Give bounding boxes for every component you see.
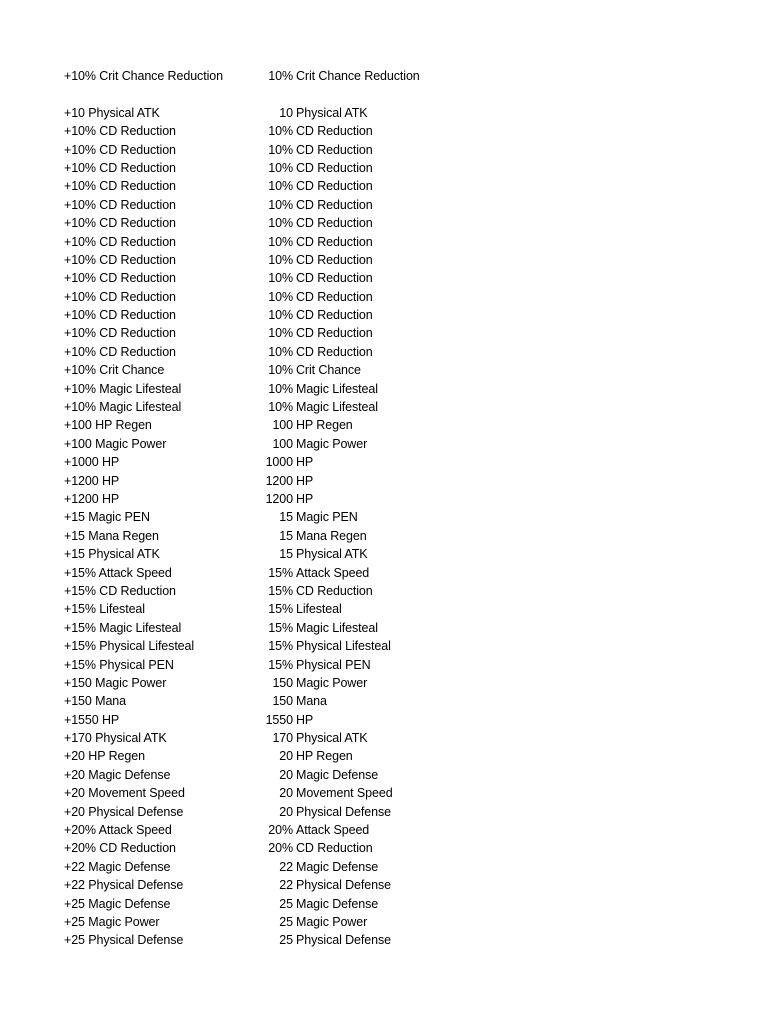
stat-name-cell: Physical Lifesteal (296, 639, 391, 654)
table-row (64, 269, 504, 287)
table-row (64, 343, 504, 361)
stat-value-cell: 15 (279, 528, 293, 543)
stat-value-cell: 20 (279, 749, 293, 764)
table-row (64, 637, 504, 655)
table-row (64, 67, 504, 85)
stat-bonus-cell: +10% Magic Lifesteal (64, 400, 182, 415)
stat-value-cell: 10% (268, 160, 293, 175)
stat-value-cell: 100 (272, 418, 293, 433)
stat-bonus-cell: +10% CD Reduction (64, 142, 176, 157)
table-row (64, 747, 504, 765)
table-row (64, 416, 504, 434)
stat-bonus-cell: +15% Attack Speed (64, 565, 172, 580)
table-row (64, 508, 504, 526)
stat-value-cell: 10% (268, 400, 293, 415)
stat-bonus-cell: +20% CD Reduction (64, 841, 176, 856)
stat-name-cell: CD Reduction (296, 841, 373, 856)
stat-value-cell: 10% (268, 289, 293, 304)
table-row (64, 85, 504, 103)
stat-value-cell: 20 (279, 786, 293, 801)
table-row (64, 582, 504, 600)
table-row (64, 490, 504, 508)
stat-value-cell: 1200 (265, 491, 293, 506)
table-row (64, 196, 504, 214)
stat-value-cell: 10% (268, 124, 293, 139)
stat-value-cell: 15% (268, 602, 293, 617)
table-row (64, 729, 504, 747)
stat-bonus-cell: +10% CD Reduction (64, 124, 176, 139)
stat-value-cell: 25 (279, 896, 293, 911)
stat-value-cell: 15 (279, 547, 293, 562)
stat-value-cell: 10% (268, 326, 293, 341)
stat-name-cell: Physical ATK (296, 731, 368, 746)
stat-name-cell: Magic Defense (296, 896, 379, 911)
table-row (64, 361, 504, 379)
table-row (64, 159, 504, 177)
stat-name-cell: Magic Lifesteal (296, 381, 378, 396)
stat-bonus-cell: +10% CD Reduction (64, 179, 176, 194)
table-row (64, 766, 504, 784)
stat-name-cell: HP Regen (296, 418, 353, 433)
table-row (64, 435, 504, 453)
stat-bonus-cell: +15% Physical PEN (64, 657, 174, 672)
stat-value-cell: 20 (279, 767, 293, 782)
table-row (64, 858, 504, 876)
stat-value-cell: 15% (268, 565, 293, 580)
table-row (64, 674, 504, 692)
stat-bonus-cell: +25 Physical Defense (64, 933, 184, 948)
stat-bonus-cell: +1000 HP (64, 455, 120, 470)
stat-bonus-cell: +10% CD Reduction (64, 344, 176, 359)
table-row (64, 784, 504, 802)
stat-bonus-cell: +10% CD Reduction (64, 160, 176, 175)
stat-name-cell: Magic Power (296, 675, 368, 690)
stat-value-cell: 150 (272, 675, 293, 690)
stat-value-cell: 22 (279, 859, 293, 874)
stat-bonus-cell: +10% CD Reduction (64, 271, 176, 286)
stat-name-cell: CD Reduction (296, 124, 373, 139)
stat-value-cell: 15% (268, 639, 293, 654)
stat-value-cell: 25 (279, 914, 293, 929)
stat-value-cell (234, 85, 296, 103)
stat-value-cell: 10% (268, 308, 293, 323)
stat-bonus-cell: +25 Magic Defense (64, 896, 171, 911)
table-row (64, 288, 504, 306)
stat-value-cell: 10% (268, 179, 293, 194)
stat-name-cell: Crit Chance Reduction (296, 69, 420, 83)
table-row (64, 214, 504, 232)
stat-bonus-cell: +20 Magic Defense (64, 767, 171, 782)
table-row (64, 895, 504, 913)
stat-bonus-cell: +10% CD Reduction (64, 308, 176, 323)
table-row (64, 306, 504, 324)
stat-name-cell: Physical ATK (296, 547, 368, 562)
stat-bonus-cell: +150 Mana (64, 694, 126, 709)
stat-value-cell: 10% (268, 69, 293, 83)
stat-value-cell: 22 (279, 878, 293, 893)
stat-bonus-cell: +25 Magic Power (64, 914, 160, 929)
stat-value-cell: 10% (268, 142, 293, 157)
stat-name-cell: HP (296, 455, 314, 470)
stat-bonus-cell: +10% CD Reduction (64, 289, 176, 304)
stat-name-cell: Magic Lifesteal (296, 400, 378, 415)
stat-value-cell: 20% (268, 841, 293, 856)
stat-name-cell: Attack Speed (296, 823, 370, 838)
stat-name-cell: CD Reduction (296, 344, 373, 359)
stat-value-cell: 1000 (265, 455, 293, 470)
stat-value-cell: 10% (268, 363, 293, 378)
stat-bonus-cell: +15 Mana Regen (64, 528, 159, 543)
stat-name-cell (296, 85, 496, 103)
stat-name-cell: Physical ATK (296, 105, 368, 120)
stat-name-cell: Movement Speed (296, 786, 393, 801)
table-row (64, 564, 504, 582)
stat-name-cell: Crit Chance (296, 363, 361, 378)
stat-value-cell: 15% (268, 657, 293, 672)
stat-name-cell: Lifesteal (296, 602, 342, 617)
table-row (64, 545, 504, 563)
table-row (64, 931, 504, 949)
stat-value-cell: 150 (272, 694, 293, 709)
stat-bonus-cell (64, 85, 234, 103)
stat-bonus-cell: +10% CD Reduction (64, 197, 176, 212)
table-row (64, 913, 504, 931)
stat-bonus-cell: +10% CD Reduction (64, 234, 176, 249)
stat-name-cell: Mana Regen (296, 528, 367, 543)
stat-value-cell: 10% (268, 344, 293, 359)
stat-bonus-cell: +150 Magic Power (64, 675, 167, 690)
table-row (64, 104, 504, 122)
stat-bonus-cell: +15 Magic PEN (64, 510, 150, 525)
stat-name-cell: CD Reduction (296, 326, 373, 341)
table-row (64, 380, 504, 398)
stat-name-cell: CD Reduction (296, 197, 373, 212)
stat-name-cell: Magic PEN (296, 510, 358, 525)
stat-value-cell: 100 (272, 436, 293, 451)
stat-value-cell: 10% (268, 197, 293, 212)
stat-bonus-cell: +20 Physical Defense (64, 804, 184, 819)
stat-value-cell: 10% (268, 381, 293, 396)
table-row (64, 122, 504, 140)
stat-name-cell: Physical Defense (296, 878, 391, 893)
stat-name-cell: Magic Defense (296, 767, 379, 782)
table-row (64, 251, 504, 269)
stat-bonus-cell: +15% Magic Lifesteal (64, 620, 182, 635)
stat-bonus-cell: +10% Crit Chance (64, 363, 165, 378)
stat-bonus-cell: +10% Magic Lifesteal (64, 381, 182, 396)
stat-name-cell: CD Reduction (296, 160, 373, 175)
stat-value-cell: 1550 (265, 712, 293, 727)
stat-name-cell: Magic Defense (296, 859, 379, 874)
stat-name-cell: Magic Power (296, 436, 368, 451)
table-row (64, 711, 504, 729)
stat-bonus-cell: +1200 HP (64, 473, 120, 488)
stat-bonus-cell: +100 Magic Power (64, 436, 167, 451)
stat-table (64, 67, 504, 950)
stat-value-cell: 10% (268, 271, 293, 286)
stat-bonus-cell: +15% Physical Lifesteal (64, 639, 195, 654)
stat-bonus-cell: +10 Physical ATK (64, 105, 160, 120)
stat-name-cell: CD Reduction (296, 179, 373, 194)
table-row (64, 177, 504, 195)
table-row (64, 453, 504, 471)
stat-bonus-cell: +100 HP Regen (64, 418, 152, 433)
stat-value-cell: 15% (268, 583, 293, 598)
stat-name-cell: Magic Lifesteal (296, 620, 378, 635)
stat-name-cell: HP (296, 473, 314, 488)
stat-value-cell: 15% (268, 620, 293, 635)
stat-value-cell: 170 (272, 731, 293, 746)
table-row (64, 141, 504, 159)
stat-bonus-cell: +22 Magic Defense (64, 859, 171, 874)
stat-name-cell: CD Reduction (296, 234, 373, 249)
table-row (64, 839, 504, 857)
stat-bonus-cell: +15% Lifesteal (64, 602, 145, 617)
stat-value-cell: 10% (268, 234, 293, 249)
stat-bonus-cell: +20 Movement Speed (64, 786, 185, 801)
stat-bonus-cell: +20% Attack Speed (64, 823, 172, 838)
stat-value-cell: 1200 (265, 473, 293, 488)
stat-bonus-cell: +15 Physical ATK (64, 547, 160, 562)
stat-bonus-cell: +15% CD Reduction (64, 583, 176, 598)
stat-name-cell: Magic Power (296, 914, 368, 929)
stat-name-cell: Physical Defense (296, 804, 391, 819)
stat-name-cell: CD Reduction (296, 583, 373, 598)
stat-value-cell: 20 (279, 804, 293, 819)
stat-name-cell: HP (296, 712, 314, 727)
stat-name-cell: Mana (296, 694, 327, 709)
table-row (64, 656, 504, 674)
table-row (64, 233, 504, 251)
table-row (64, 527, 504, 545)
stat-bonus-cell: +22 Physical Defense (64, 878, 184, 893)
stat-value-cell: 20% (268, 823, 293, 838)
stat-name-cell: Physical PEN (296, 657, 371, 672)
stat-bonus-cell: +10% Crit Chance Reduction (64, 69, 223, 83)
table-row (64, 600, 504, 618)
stat-value-cell: 25 (279, 933, 293, 948)
stat-name-cell: CD Reduction (296, 142, 373, 157)
stat-name-cell: Physical Defense (296, 933, 391, 948)
stat-value-cell: 10% (268, 216, 293, 231)
table-row (64, 619, 504, 637)
stat-bonus-cell: +10% CD Reduction (64, 326, 176, 341)
stat-value-cell: 15 (279, 510, 293, 525)
stat-bonus-cell: +10% CD Reduction (64, 216, 176, 231)
stat-name-cell: CD Reduction (296, 271, 373, 286)
table-row (64, 821, 504, 839)
table-row (64, 472, 504, 490)
stat-bonus-cell: +1550 HP (64, 712, 120, 727)
stat-name-cell: CD Reduction (296, 289, 373, 304)
stat-bonus-cell: +170 Physical ATK (64, 731, 167, 746)
stat-name-cell: HP Regen (296, 749, 353, 764)
table-row (64, 803, 504, 821)
table-row (64, 876, 504, 894)
table-row (64, 398, 504, 416)
stat-name-cell: Attack Speed (296, 565, 370, 580)
stat-bonus-cell: +10% CD Reduction (64, 252, 176, 267)
stat-name-cell: CD Reduction (296, 216, 373, 231)
stat-value-cell: 10 (279, 105, 293, 120)
stat-name-cell: HP (296, 491, 314, 506)
table-row (64, 324, 504, 342)
stat-bonus-cell: +1200 HP (64, 491, 120, 506)
table-row (64, 692, 504, 710)
stat-name-cell: CD Reduction (296, 308, 373, 323)
stat-name-cell: CD Reduction (296, 252, 373, 267)
stat-value-cell: 10% (268, 252, 293, 267)
stat-bonus-cell: +20 HP Regen (64, 749, 145, 764)
